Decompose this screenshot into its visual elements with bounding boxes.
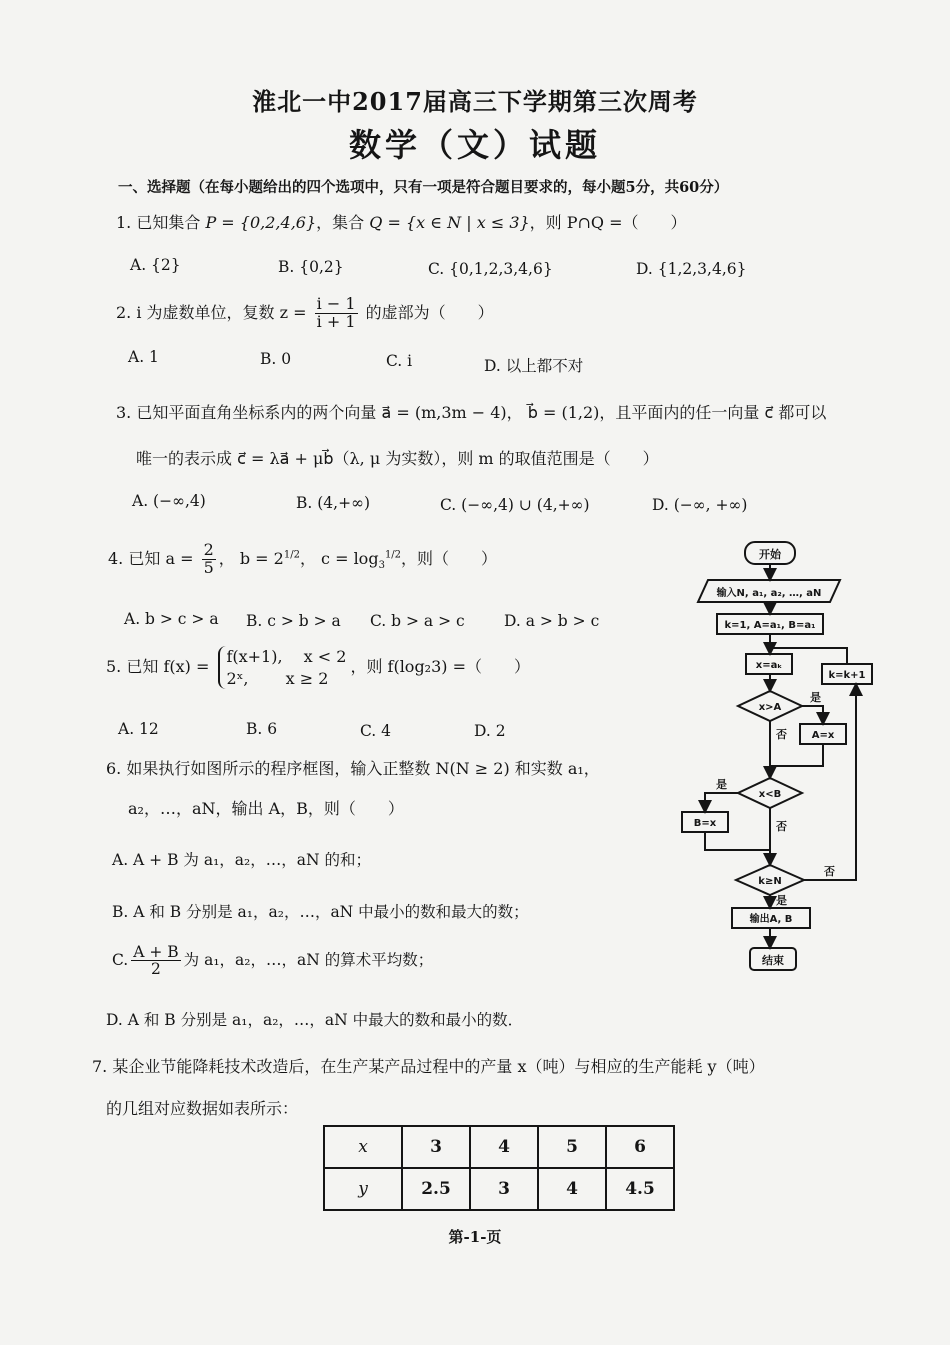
q2-option-a: A. 1 [128, 348, 159, 366]
q6-option-d: D. A 和 B 分别是 a₁，a₂，…，aN 中最大的数和最小的数． [106, 1011, 524, 1029]
q2-stem-suffix: 的虚部为（ ） [360, 302, 494, 322]
q4-fraction-a [202, 542, 216, 577]
table-cell: 6 [606, 1126, 674, 1168]
table-row-x [324, 1126, 674, 1168]
section-heading: 一、选择题（在每小题给出的四个选项中，只有一项是符合题目要求的，每小题5分，共60分） [118, 179, 729, 196]
table-cell: 4 [470, 1126, 538, 1168]
table-cell: 5 [538, 1126, 606, 1168]
exam-subtitle: 数学（文）试题 [348, 126, 601, 164]
q1-option-b: B. {0,2} [278, 258, 344, 276]
q4-c-part: ， c = log [299, 548, 379, 568]
q4-a-denominator: 5 [203, 557, 214, 577]
q2-fraction-denominator: i + 1 [316, 311, 356, 331]
q3-option-c: C. (−∞,4) ∪ (4,+∞) [440, 496, 590, 514]
q5-option-c: C. 4 [360, 722, 392, 740]
q7-data-table [323, 1125, 675, 1211]
flow-cond3-no-label: 否 [824, 865, 835, 878]
q6-option-c [112, 944, 433, 978]
q1-stem-prefix: 1. 已知集合 [116, 213, 206, 232]
q6-c-numerator: A + B [133, 943, 179, 961]
q2-fraction [315, 296, 358, 331]
q3-option-d: D. (−∞, +∞) [652, 496, 748, 514]
q4-b-part: ， b = 2 [218, 548, 284, 568]
q6-option-c-fraction [131, 944, 180, 978]
flow-output-text: 输出A, B [749, 914, 793, 925]
q3-option-a: A. (−∞,4) [132, 492, 206, 510]
q5-piecewise [218, 646, 346, 689]
flow-set-a-text: A=x [811, 730, 835, 741]
q6-option-c-label: C. [112, 950, 129, 969]
q1-option-a: A. {2} [130, 256, 181, 274]
q5-stem-suffix: ，则 f(log₂3) =（ ） [350, 657, 531, 677]
table-cell: y [324, 1168, 402, 1210]
q4-b-exponent: 1/2 [283, 549, 300, 561]
table-cell: 3 [402, 1126, 470, 1168]
flow-start-text: 开始 [759, 548, 781, 561]
q5-option-a: A. 12 [118, 720, 159, 738]
question-4 [108, 542, 497, 577]
q1-set-q: Q = {x ∈ N | x ≤ 3} [369, 213, 530, 232]
flow-cond1-yes-label: 是 [810, 691, 821, 704]
table-cell: x [324, 1126, 402, 1168]
flow-input-text: 输入N, a₁, a₂, …, aN [716, 588, 822, 599]
q2-option-c: C. i [386, 352, 413, 370]
q5-option-b: B. 6 [246, 720, 278, 738]
q7-line-2: 的几组对应数据如表所示： [106, 1099, 299, 1118]
flow-cond2-no-label: 否 [776, 820, 787, 833]
q6-line-1: 6. 如果执行如图所示的程序框图，输入正整数 N(N ≥ 2) 和实数 a₁， [106, 759, 600, 778]
question-1 [116, 210, 687, 233]
table-cell: 3 [470, 1168, 538, 1210]
q3-line-1: 3. 已知平面直角坐标系内的两个向量 a⃗ = (m,3m − 4)， b⃗ = (1,2)，且平面内的任一向量 c⃗ 都可以 [116, 403, 827, 422]
q1-option-c: C. {0,1,2,3,4,6} [428, 260, 553, 278]
table-row-y [324, 1168, 674, 1210]
q4-stem-suffix: ，则（ ） [401, 548, 498, 568]
flow-cond3-text: k≥N [758, 876, 782, 887]
q7-line-1: 7. 某企业节能降耗技术改造后，在生产某产品过程中的产量 x（吨）与相应的生产能耗 y（吨） [92, 1057, 765, 1076]
q5-case-2: 2ˣ, x ≥ 2 [226, 668, 329, 688]
table-cell: 2.5 [402, 1168, 470, 1210]
page-number: 第-1-页 [448, 1228, 502, 1246]
flow-set-b-text: B=x [693, 818, 717, 829]
q2-fraction-numerator: i − 1 [316, 294, 356, 313]
q1-stem-mid: ，集合 [316, 213, 370, 232]
flow-cond1-text: x>A [758, 702, 782, 713]
flow-cond2-text: x<B [758, 789, 782, 800]
question-5 [106, 646, 530, 689]
q4-stem-prefix: 4. 已知 a = [108, 548, 199, 568]
q1-set-p: P = {0,2,4,6} [205, 213, 317, 232]
exam-title: 淮北一中2017届高三下学期第三次周考 [252, 87, 698, 116]
q3-line-2: 唯一的表示成 c⃗ = λa⃗ + μb⃗（λ, μ 为实数），则 m 的取值范围是（ ） [136, 449, 659, 468]
q2-option-d: D. 以上都不对 [484, 357, 584, 375]
table-cell: 4 [538, 1168, 606, 1210]
q6-line-2: a₂，…，aN，输出 A，B，则（ ） [128, 799, 404, 818]
q2-option-b: B. 0 [260, 350, 292, 368]
flow-assign-text: x=aₖ [755, 660, 783, 671]
q4-option-c: C. b > a > c [370, 612, 465, 630]
flow-cond3-yes-label: 是 [776, 894, 787, 907]
q5-stem-prefix: 5. 已知 f(x) = [106, 657, 215, 677]
q2-stem-prefix: 2. i 为虚数单位，复数 z = [116, 302, 312, 322]
q4-c-base: 3 [378, 559, 385, 571]
q6-option-c-text: 为 a₁，a₂，…，aN 的算术平均数； [183, 950, 434, 969]
q4-option-a: A. b > c > a [124, 610, 219, 628]
flow-cond2-yes-label: 是 [716, 778, 727, 791]
q6-c-denominator: 2 [151, 960, 161, 979]
flow-increment-text: k=k+1 [828, 670, 866, 681]
q1-stem-suffix: ，则 P∩Q =（ ） [529, 213, 687, 232]
flow-init-text: k=1, A=a₁, B=a₁ [724, 620, 816, 631]
q5-case-1: f(x+1), x < 2 [226, 647, 347, 666]
q3-option-b: B. (4,+∞) [296, 494, 371, 512]
q1-option-d: D. {1,2,3,4,6} [636, 260, 747, 278]
q4-option-d: D. a > b > c [504, 612, 600, 630]
q4-a-numerator: 2 [203, 540, 214, 559]
q4-option-b: B. c > b > a [246, 612, 341, 630]
question-2 [116, 296, 494, 331]
q4-c-exponent: 1/2 [384, 549, 402, 561]
flow-end-text: 结束 [762, 954, 784, 967]
flow-cond1-no-label: 否 [776, 728, 787, 741]
q6-option-b: B. A 和 B 分别是 a₁，a₂，…，aN 中最小的数和最大的数； [112, 903, 529, 921]
program-flowchart [680, 538, 880, 978]
q6-option-a: A. A + B 为 a₁，a₂，…，aN 的和； [112, 851, 371, 869]
q5-option-d: D. 2 [474, 722, 506, 740]
table-cell: 4.5 [606, 1168, 674, 1210]
